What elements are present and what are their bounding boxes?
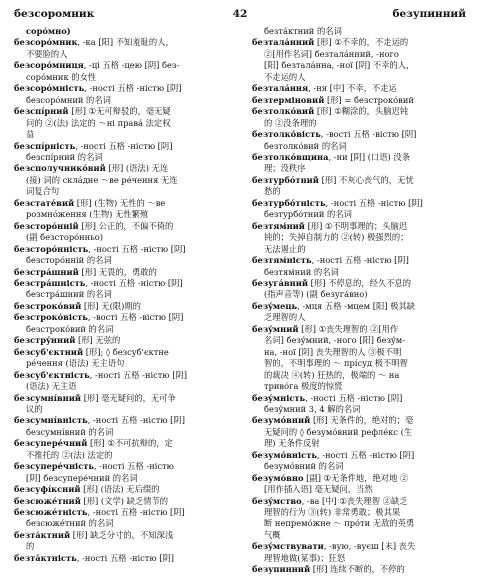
entry-line: [252, 60, 467, 71]
entry-line: [14, 175, 229, 186]
entry-text: 不要脸的人: [26, 48, 68, 59]
headword: безстрáшний: [14, 266, 79, 277]
entry-line: [14, 106, 229, 117]
entry-line: [14, 209, 229, 220]
entry-line: [252, 312, 467, 323]
entry-line: [252, 152, 467, 163]
entry-line: [252, 324, 467, 335]
entry-text: 乏理智的人: [264, 312, 306, 323]
entry-text: , -ня [中] 不幸，不走运: [308, 83, 397, 94]
entry-line: [252, 404, 467, 415]
headword: безтурбóтність: [252, 197, 326, 208]
entry-line: [14, 267, 229, 278]
headword: безтолкóвщина: [252, 151, 329, 162]
entry-line: [14, 312, 229, 323]
entry-line: [252, 106, 467, 117]
headword: безтурбóтний: [252, 174, 319, 185]
entry-line: [252, 141, 467, 152]
entry-text: рéчення (语法) 无主语句: [26, 358, 125, 369]
entry-line: [252, 244, 467, 255]
entry-line: [14, 358, 229, 369]
entry-text: , -ності 五格 -ністю [阴]: [316, 449, 415, 460]
entry-text: [形] (文学) 缺乏情节的: [80, 495, 169, 506]
entry-line: [252, 129, 467, 140]
headword: безстрáшність: [14, 277, 86, 288]
entry-line: [252, 37, 467, 48]
entry-text: 的: [26, 541, 35, 552]
headword: безумóвно: [252, 472, 304, 483]
entry-text: [形] 无弦的: [75, 335, 121, 346]
headword: безумóвність: [252, 449, 317, 460]
headword: безстрýнний: [14, 335, 76, 346]
entry-line: [14, 415, 229, 426]
entry-line: [252, 49, 467, 60]
entry-text: [形] 缺乏分寸的，不知深浅: [70, 529, 174, 540]
entry-text: , -ності 五格 -ністю [阴]: [75, 140, 173, 151]
entry-text: [形]; ◊ безсуб'єктне: [83, 346, 169, 357]
entry-text: [形] = безстрокóвий: [324, 94, 414, 105]
entry-line: [252, 278, 467, 289]
entry-text: [形] 无畏的，勇敢的: [78, 266, 157, 277]
headword: безсторóнній: [14, 220, 79, 231]
entry-line: [14, 541, 229, 552]
entry-text: , -ни [阴] (口语) 没条: [328, 151, 410, 162]
entry-text: , -ка [阳] 不知羞耻的人，: [77, 37, 174, 48]
headword: безстрокóвість: [14, 312, 88, 323]
entry-line: [14, 244, 229, 255]
entry-text: 不走运的人: [264, 71, 306, 82]
entry-text: , -ності 五格 -ністю [阴]: [88, 243, 186, 254]
entry-line: [14, 72, 229, 83]
entry-text: [形] ①不明事理的；头脑迟: [304, 220, 408, 231]
entry-line: [14, 450, 229, 461]
entry-line: [252, 541, 467, 552]
entry-text: безстрокóвий 的名词: [26, 323, 114, 334]
headword: безýмний: [252, 323, 299, 334]
entry-text: 智的，不明事理的 ～ прíсуд 极不明智: [264, 358, 408, 369]
entry-text: на, -ної [阴] 丧失理智的人 ③极不明: [264, 346, 402, 357]
entry-line: [14, 518, 229, 529]
entry-text: , -вості 五格 -вістю [阴]: [87, 312, 184, 323]
entry-line: [14, 553, 229, 564]
entry-text: 断 непремóжне ～ прóти 无敌的英勇: [264, 518, 415, 529]
entry-line: [252, 255, 467, 266]
entry-line: [252, 450, 467, 461]
headword: безсорóмність: [14, 83, 85, 94]
entry-line: [252, 484, 467, 495]
entry-text: ②[用作名词] безталáнний, -ного: [264, 48, 399, 59]
entry-text: розмнóження (生物) 无性繁殖: [26, 209, 149, 220]
entry-text: [形] ①糊涂的，头脑迟钝: [314, 106, 409, 117]
entry-text: 的裁决 ④(转) 狂热的，极端的 ～ на: [264, 369, 400, 380]
entry-text: 无法遏止的: [264, 243, 306, 254]
entry-text: [形] 连续不断的，不停的: [310, 564, 405, 574]
entry-line: [252, 95, 467, 106]
entry-text: , -ності 五格 -ністю [阴]: [325, 197, 423, 208]
headword: безупинний: [252, 564, 311, 574]
entry-line: [14, 473, 229, 484]
headword: безсумнíвний: [14, 392, 82, 403]
headword: безсорóмниця: [14, 60, 84, 71]
entry-line: [252, 381, 467, 392]
headword: безсуперéчність: [14, 461, 95, 472]
page-number: 42: [232, 8, 248, 20]
entry-line: [14, 37, 229, 48]
entry-text: безтолкóвий 的名词: [264, 140, 347, 151]
entry-text: [用作插入语] 毫无疑问，当然: [264, 484, 373, 495]
entry-text: [形] 公正的，不偏不倚的: [78, 220, 174, 231]
entry-line: [252, 221, 467, 232]
entry-line: [252, 301, 467, 312]
entry-text: [形] ①无可辩驳的，毫无疑: [68, 106, 171, 117]
entry-line: [252, 232, 467, 243]
entry-text: [形] 不停息的，经久不息的: [308, 277, 412, 288]
entry-line: [14, 484, 229, 495]
entry-text: [形] 无条件的，绝对的；毫: [310, 415, 414, 426]
headword: безстрокóвий: [14, 300, 82, 311]
header-right-guide-word: безупинний: [392, 8, 466, 20]
entry-line: [252, 347, 467, 358]
headword: безтям́ний: [252, 220, 305, 231]
headword: безтям́ність: [252, 255, 312, 266]
headword: безтáктний: [14, 529, 71, 540]
entry-text: 议的: [26, 403, 43, 414]
entry-line: [14, 347, 229, 358]
entry-line: [14, 438, 229, 449]
entry-line: [14, 186, 229, 197]
entry-line: [14, 163, 229, 174]
entry-text: , -вую, -вуєш [未] 丧失: [323, 541, 416, 552]
entry-text: (接) 词的 склáдне ～ве рéчення 无连: [26, 174, 178, 185]
entry-line: [252, 83, 467, 94]
entry-text: , -ності 五格 -ністю [阴]: [311, 255, 409, 266]
entry-line: [252, 415, 467, 426]
entry-text: 益: [26, 129, 35, 140]
entry-text: безтям́ний 的名词: [264, 266, 339, 277]
headword: безýмність: [252, 392, 306, 403]
entry-line: [252, 267, 467, 278]
entry-line: [252, 163, 467, 174]
entry-line: [14, 232, 229, 243]
entry-text: , -ності 五格 -ністю [阴]: [87, 415, 185, 426]
entry-line: [14, 427, 229, 438]
entry-line: [14, 301, 229, 312]
headword: безсуб'єктність: [14, 369, 90, 380]
entry-text: [形] (语法) 无后缀的: [80, 484, 160, 495]
entry-line: [14, 141, 229, 152]
entry-text: [阳] безталáнна, -ної [阴] 不幸的人，: [264, 60, 415, 71]
entry-line: [252, 72, 467, 83]
entry-text: , -ності 五格 -ністю [阴]: [89, 369, 187, 380]
entry-text: [形] 不灰心丧气的，无忧: [318, 174, 414, 185]
entry-text: [阴] безсуперéчний 的名词: [26, 472, 138, 483]
entry-text: 名词] безýмний, -ного [阳] безýм-: [264, 335, 405, 346]
entry-line: [14, 381, 229, 392]
entry-text: , -ності 五格 -ністю [阴]: [87, 507, 185, 518]
entry-line: [14, 152, 229, 163]
entry-line: [14, 198, 229, 209]
entry-text: , -мця 五格 -мцем [阳] 极其缺: [297, 300, 416, 311]
entry-text: 的 ②没条理的: [264, 117, 317, 128]
entry-line: [14, 118, 229, 129]
entry-text: , -вості 五格 -вістю [阴]: [320, 129, 417, 140]
entry-line: [14, 496, 229, 507]
entry-text: безсумнíвний 的名词: [26, 426, 114, 437]
entry-text: безстрáшний 的名词: [26, 289, 112, 300]
entry-text: безтáктний 的名词: [264, 26, 342, 36]
entry-line: [14, 26, 229, 37]
entry-line: [252, 358, 467, 369]
headword: безсумнíвність: [14, 415, 88, 426]
entry-text: безýмний 3, 4 解的名词: [264, 403, 361, 414]
entry-line: [252, 370, 467, 381]
entry-text: , -ності 五格 -ністю [阴]: [76, 552, 175, 563]
entry-line: [14, 393, 229, 404]
entry-text: сорóмник 的女性: [26, 71, 97, 82]
headword: безсторóнність: [14, 243, 89, 254]
entry-line: [14, 129, 229, 140]
entry-text: безумóвний 的名词: [264, 461, 344, 472]
entry-line: [252, 530, 467, 541]
headword: безстатéвий: [14, 197, 75, 208]
entry-text: 理智地做(某事)；狂怒: [264, 552, 346, 563]
entry-line: [252, 553, 467, 564]
headword: безтáктність: [14, 552, 77, 563]
entry-text: [形] (生物) 无性的 ～ве: [74, 197, 166, 208]
entry-line: [14, 530, 229, 541]
entry-line: [14, 95, 229, 106]
headword: безумóвний: [252, 415, 311, 426]
entry-text: , -ності 五格 -ністю [阴]: [305, 392, 403, 403]
headword: безсюжéтність: [14, 507, 88, 518]
entry-text: [副] ①无条件地，绝对地 ②: [303, 472, 409, 483]
entry-line: [252, 473, 467, 484]
entry-line: [252, 289, 467, 300]
entry-line: [14, 289, 229, 300]
entry-line: [252, 26, 467, 37]
entry-line: [252, 335, 467, 346]
headword: безýмствувати: [252, 541, 324, 552]
entry-line: [252, 118, 467, 129]
entry-text: безсорóмний 的名词: [26, 94, 111, 105]
headword: безсюжéтний: [14, 495, 81, 506]
entry-text: 愁的: [264, 186, 281, 197]
entry-line: [252, 507, 467, 518]
entry-line: [14, 507, 229, 518]
entry-text: , -ності 五格 -ністю [阴]: [84, 83, 182, 94]
headword: безсорóмник: [14, 37, 78, 48]
headword: безтолкóвість: [252, 129, 321, 140]
entry-line: [14, 335, 229, 346]
right-column: [252, 26, 467, 574]
headword: безсуперéчний: [14, 438, 88, 449]
entry-text: [形] (语法) 无连: [105, 163, 169, 174]
headword: безтерміновий: [252, 94, 325, 105]
entry-text: безсюжéтний 的名词: [26, 518, 114, 529]
entry-line: [252, 186, 467, 197]
entry-text: 理) 无条件反射: [264, 438, 320, 449]
entry-line: [252, 461, 467, 472]
entry-text: [形] 无(限)期的: [81, 300, 141, 311]
entry-text: 理；没秩序: [264, 163, 306, 174]
entry-line: [14, 221, 229, 232]
entry-line: [14, 255, 229, 266]
headword: безталáнний: [252, 37, 315, 48]
headword: безтолкóвий: [252, 106, 315, 117]
entry-line: [252, 438, 467, 449]
entry-line: [252, 496, 467, 507]
headword: безталáння: [252, 83, 309, 94]
entry-line: [252, 175, 467, 186]
entry-text: [形] ①丧失理智的 ②[用作: [298, 323, 399, 334]
headword: безсуфíксний: [14, 484, 81, 495]
entry-line: [14, 461, 229, 472]
headword: безугáвний: [252, 277, 309, 288]
headword: безспíрність: [14, 140, 76, 151]
entry-line: [14, 278, 229, 289]
entry-text: 钝的；失掉自制力的 ②(转) 极强烈的；: [264, 232, 409, 243]
entry-text: [形] ①不幸的，不走运的: [314, 37, 409, 48]
headword: безсполучникóвий: [14, 163, 106, 174]
headword: безýмство: [252, 495, 302, 506]
entry-line: [252, 209, 467, 220]
entry-line: [252, 564, 467, 574]
entry-text: [形] ①不可抗辩的，定: [87, 438, 173, 449]
entry-line: [252, 198, 467, 209]
entry-text: , -ва [中] ①丧失理智 ②缺乏: [301, 495, 408, 506]
entry-text: безтурбóтний 的名词: [264, 209, 352, 220]
entry-text: (语法) 无主语: [26, 381, 77, 392]
header-left-guide-word: безсоромник: [14, 8, 95, 20]
entry-text: 气概: [264, 529, 281, 540]
page-header: [14, 8, 466, 22]
entry-text: 词复合句: [26, 186, 60, 197]
headword: безспíрний: [14, 106, 69, 117]
entry-line: [14, 324, 229, 335]
entry-line: [252, 427, 467, 438]
headword: сорóмно): [26, 26, 71, 36]
entry-text: (副 безсторóнньо): [26, 232, 103, 243]
entry-text: 问的 ②(法) 法定的 ～ні правá 法定权: [26, 117, 171, 128]
entry-text: 不推托的 ②(法) 法定的: [26, 449, 113, 460]
headword: безсуб'єктний: [14, 346, 84, 357]
entry-text: , -ності 五格 -ністю [阴]: [85, 277, 183, 288]
entry-text: [形] 毫无疑问的，无可争: [81, 392, 176, 403]
entry-line: [14, 49, 229, 60]
entry-line: [14, 404, 229, 415]
entry-line: [14, 60, 229, 71]
entry-text: безсторóнній 的名词: [26, 255, 112, 266]
entry-text: (指声音等) (副 безугáвно): [264, 289, 368, 300]
entry-line: [14, 83, 229, 94]
entry-text: тривóга 极度的惊慌: [264, 381, 343, 392]
entry-line: [14, 370, 229, 381]
entry-line: [252, 393, 467, 404]
entry-line: [252, 518, 467, 529]
headword: безýмець: [252, 300, 298, 311]
entry-text: , -ності 五格 -ністю: [94, 461, 174, 472]
left-column: [14, 26, 229, 574]
entry-text: , -ці 五格 -цею [阴] без-: [83, 60, 180, 71]
entry-text: 理智的行为 ③(转) 非常勇敢；极其果: [264, 507, 401, 518]
entry-text: безспíрний 的名词: [26, 151, 103, 162]
entry-text: 无疑问的 ◊ безумóвний рефлéкс (生: [264, 426, 413, 437]
